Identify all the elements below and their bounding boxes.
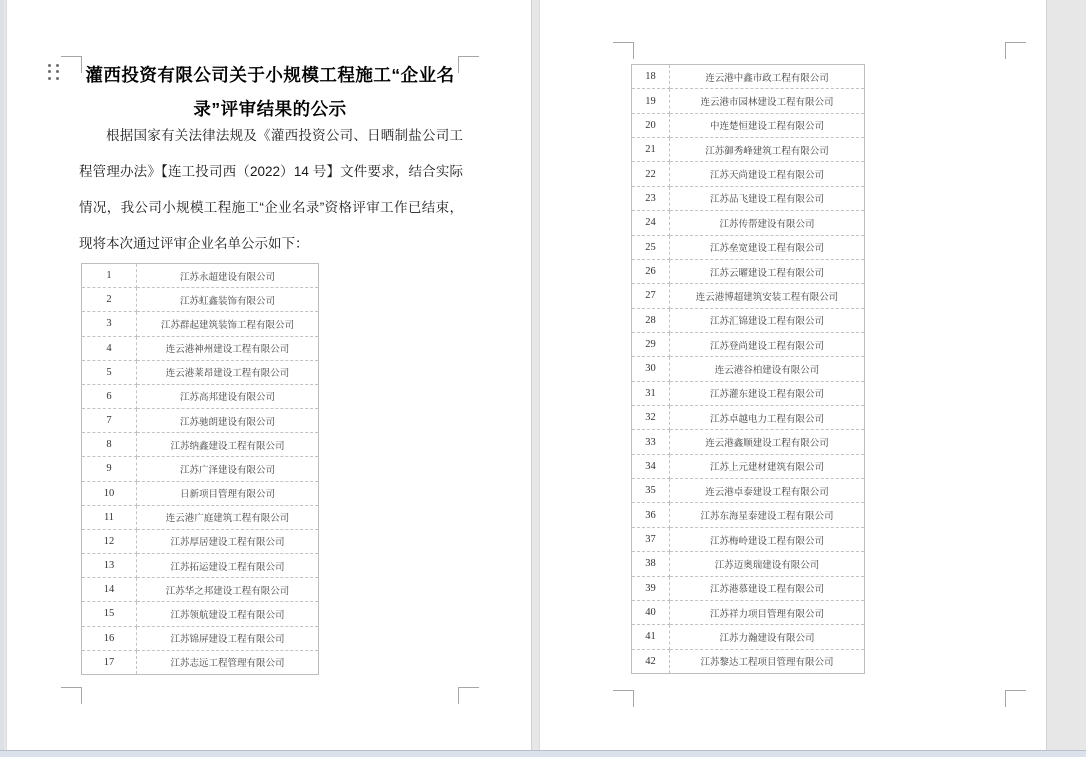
company-name-cell[interactable]: 江苏锦屏建设工程有限公司 [137, 626, 319, 650]
row-number-cell[interactable]: 30 [632, 357, 670, 381]
table-row [82, 312, 319, 336]
row-number-cell[interactable]: 21 [632, 138, 670, 162]
company-name-cell[interactable]: 日新项目管理有限公司 [137, 481, 319, 505]
table-row [632, 113, 865, 137]
table-row [632, 430, 865, 454]
company-name-cell[interactable]: 江苏品飞建设工程有限公司 [670, 186, 865, 210]
row-number-cell[interactable]: 20 [632, 113, 670, 137]
row-number-cell[interactable]: 7 [82, 409, 137, 433]
table-row [632, 211, 865, 235]
company-name-cell[interactable]: 江苏御秀峰建筑工程有限公司 [670, 138, 865, 162]
table-row [632, 552, 865, 576]
table-row [632, 503, 865, 527]
company-name-cell[interactable]: 江苏港慕建设工程有限公司 [670, 576, 865, 600]
table-row [82, 409, 319, 433]
row-number-cell[interactable]: 23 [632, 186, 670, 210]
row-number-cell[interactable]: 25 [632, 235, 670, 259]
table-row [82, 433, 319, 457]
table-row [632, 259, 865, 283]
row-number-cell[interactable]: 9 [82, 457, 137, 481]
table-row [82, 602, 319, 626]
row-number-cell[interactable]: 32 [632, 406, 670, 430]
company-name-cell[interactable]: 江苏汇锦建设工程有限公司 [670, 308, 865, 332]
row-number-cell[interactable]: 11 [82, 505, 137, 529]
margin-mark-bottom-right-icon [458, 687, 479, 704]
company-name-cell[interactable]: 连云港谷柏建设有限公司 [670, 357, 865, 381]
row-number-cell[interactable]: 34 [632, 454, 670, 478]
row-number-cell[interactable]: 17 [82, 650, 137, 674]
company-name-cell[interactable]: 江苏垒宽建设工程有限公司 [670, 235, 865, 259]
margin-mark-top-left-icon [613, 42, 634, 59]
table-row [632, 235, 865, 259]
table-row [632, 89, 865, 113]
row-number-cell[interactable]: 29 [632, 332, 670, 356]
table-row [82, 360, 319, 384]
drag-handle-icon[interactable] [45, 62, 61, 82]
row-number-cell[interactable]: 18 [632, 65, 670, 89]
company-name-cell[interactable]: 连云港神州建设工程有限公司 [137, 336, 319, 360]
company-name-cell[interactable]: 江苏东海星泰建设工程有限公司 [670, 503, 865, 527]
table-row [632, 527, 865, 551]
margin-mark-bottom-right-icon [1005, 690, 1026, 707]
row-number-cell[interactable]: 22 [632, 162, 670, 186]
table-row [82, 288, 319, 312]
company-name-cell[interactable]: 江苏传帮建设有限公司 [670, 211, 865, 235]
company-name-cell[interactable]: 连云港莱昂建设工程有限公司 [137, 360, 319, 384]
enterprise-table-page2[interactable] [631, 64, 865, 674]
company-name-cell[interactable]: 江苏永超建设有限公司 [137, 264, 319, 288]
row-number-cell[interactable]: 33 [632, 430, 670, 454]
table-row [632, 649, 865, 673]
row-number-cell[interactable]: 39 [632, 576, 670, 600]
company-name-cell[interactable]: 江苏登尚建设工程有限公司 [670, 332, 865, 356]
table-row [82, 626, 319, 650]
bottom-scroll-strip[interactable] [0, 751, 1086, 757]
row-number-cell[interactable]: 6 [82, 384, 137, 408]
company-name-cell[interactable]: 江苏梅岭建设工程有限公司 [670, 527, 865, 551]
row-number-cell[interactable]: 37 [632, 527, 670, 551]
table-row [82, 554, 319, 578]
company-name-cell[interactable]: 连云港广庭建筑工程有限公司 [137, 505, 319, 529]
company-name-cell[interactable]: 连云港中鑫市政工程有限公司 [670, 65, 865, 89]
document-page-1 [6, 0, 532, 750]
company-name-cell[interactable]: 江苏高邦建设有限公司 [137, 384, 319, 408]
margin-mark-top-right-icon [1005, 42, 1026, 59]
row-number-cell[interactable]: 1 [82, 264, 137, 288]
row-number-cell[interactable]: 36 [632, 503, 670, 527]
company-name-cell[interactable]: 江苏广泽建设有限公司 [137, 457, 319, 481]
margin-mark-bottom-left-icon [61, 687, 82, 704]
table-row [82, 336, 319, 360]
company-name-cell[interactable]: 江苏纳鑫建设工程有限公司 [137, 433, 319, 457]
document-paragraph[interactable]: 根据国家有关法律法规及《灌西投资公司、日晒制盐公司工程管理办法》【连工投司西（2022）14 号】文件要求，结合实际情况，我公司小规模工程施工“企业名录”资格评审工作已结束，现将本次通过评审企业名单公示如下： [79, 128, 463, 251]
table-row [82, 481, 319, 505]
company-name-cell[interactable]: 江苏力瀚建设有限公司 [670, 625, 865, 649]
company-name-cell[interactable]: 江苏上元建材建筑有限公司 [670, 454, 865, 478]
table-row [82, 650, 319, 674]
company-name-cell[interactable]: 江苏华之邦建设工程有限公司 [137, 578, 319, 602]
table-row [632, 162, 865, 186]
table-row [82, 505, 319, 529]
table-row [632, 186, 865, 210]
enterprise-table-page1[interactable] [81, 263, 319, 675]
table-row [632, 357, 865, 381]
row-number-cell[interactable]: 26 [632, 259, 670, 283]
company-name-cell[interactable]: 江苏领航建设工程有限公司 [137, 602, 319, 626]
company-name-cell[interactable]: 江苏祥力项目管理有限公司 [670, 600, 865, 624]
row-number-cell[interactable]: 42 [632, 649, 670, 673]
row-number-cell[interactable]: 31 [632, 381, 670, 405]
row-number-cell[interactable]: 4 [82, 336, 137, 360]
table-row [632, 454, 865, 478]
row-number-cell[interactable]: 10 [82, 481, 137, 505]
company-name-cell[interactable]: 江苏卓越电力工程有限公司 [670, 406, 865, 430]
company-name-cell[interactable]: 连云港鑫顺建设工程有限公司 [670, 430, 865, 454]
table-row [82, 264, 319, 288]
row-number-cell[interactable]: 8 [82, 433, 137, 457]
table-row [632, 65, 865, 89]
table-row [632, 284, 865, 308]
company-name-cell[interactable]: 江苏迈奥瑞建设有限公司 [670, 552, 865, 576]
table-row [632, 600, 865, 624]
table-row [632, 138, 865, 162]
table-row [632, 576, 865, 600]
row-number-cell[interactable]: 12 [82, 529, 137, 553]
table-row [632, 381, 865, 405]
table-row [632, 308, 865, 332]
company-name-cell[interactable]: 江苏虹鑫装饰有限公司 [137, 288, 319, 312]
row-number-cell[interactable]: 16 [82, 626, 137, 650]
company-name-cell[interactable]: 江苏群起建筑装饰工程有限公司 [137, 312, 319, 336]
document-title[interactable]: 灌西投资有限公司关于小规模工程施工“企业名录”评审结果的公示 [85, 65, 455, 119]
window-left-edge-strip [0, 0, 4, 750]
row-number-cell[interactable]: 41 [632, 625, 670, 649]
company-name-cell[interactable]: 江苏驰朗建设有限公司 [137, 409, 319, 433]
row-number-cell[interactable]: 24 [632, 211, 670, 235]
company-name-cell[interactable]: 连云港卓泰建设工程有限公司 [670, 479, 865, 503]
company-name-cell[interactable]: 江苏灌东建设工程有限公司 [670, 381, 865, 405]
row-number-cell[interactable]: 27 [632, 284, 670, 308]
row-number-cell[interactable]: 38 [632, 552, 670, 576]
row-number-cell[interactable]: 19 [632, 89, 670, 113]
table-row [632, 406, 865, 430]
company-name-cell[interactable]: 连云港市园林建设工程有限公司 [670, 89, 865, 113]
table-row [82, 529, 319, 553]
company-name-cell[interactable]: 江苏天尚建设工程有限公司 [670, 162, 865, 186]
row-number-cell[interactable]: 40 [632, 600, 670, 624]
company-name-cell[interactable]: 连云港博超建筑安装工程有限公司 [670, 284, 865, 308]
company-name-cell[interactable]: 江苏厚居建设工程有限公司 [137, 529, 319, 553]
row-number-cell[interactable]: 2 [82, 288, 137, 312]
row-number-cell[interactable]: 3 [82, 312, 137, 336]
table-row [82, 578, 319, 602]
row-number-cell[interactable]: 13 [82, 554, 137, 578]
margin-mark-bottom-left-icon [613, 690, 634, 707]
table-row [632, 332, 865, 356]
row-number-cell[interactable]: 35 [632, 479, 670, 503]
table-row [632, 479, 865, 503]
document-page-2 [539, 0, 1047, 750]
row-number-cell[interactable]: 5 [82, 360, 137, 384]
row-number-cell[interactable]: 28 [632, 308, 670, 332]
row-number-cell[interactable]: 14 [82, 578, 137, 602]
table-row [632, 625, 865, 649]
table-row [82, 384, 319, 408]
company-name-cell[interactable]: 中连楚恒建设工程有限公司 [670, 113, 865, 137]
company-name-cell[interactable]: 江苏云曜建设工程有限公司 [670, 259, 865, 283]
company-name-cell[interactable]: 江苏志远工程管理有限公司 [137, 650, 319, 674]
row-number-cell[interactable]: 15 [82, 602, 137, 626]
company-name-cell[interactable]: 江苏拓运建设工程有限公司 [137, 554, 319, 578]
table-row [82, 457, 319, 481]
company-name-cell[interactable]: 江苏黎达工程项目管理有限公司 [670, 649, 865, 673]
